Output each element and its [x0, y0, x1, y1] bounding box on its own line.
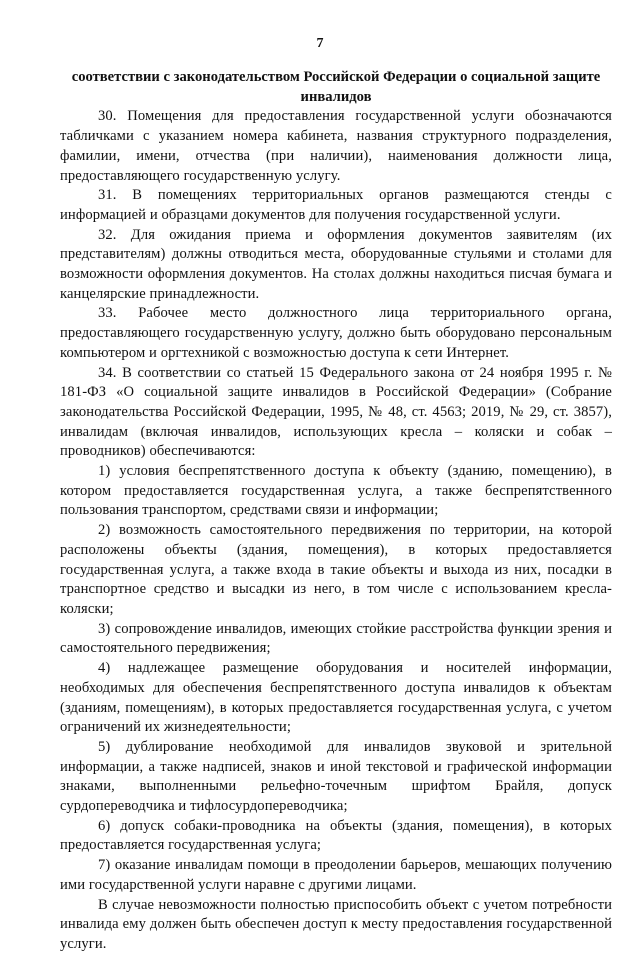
- list-item-1: 1) условия беспрепятственного доступа к объекту (зданию, помещению), в котором предоставляется государственная услуга, а также беспрепятственного пользования транспортом, средствами связи и информации;: [60, 463, 612, 519]
- list-item-6: 6) допуск собаки-проводника на объекты (здания, помещения), в которых предоставляется государственная услуга;: [60, 817, 612, 854]
- list-item-3: 3) сопровождение инвалидов, имеющих стойкие расстройства функции зрения и самостоятельного передвижения;: [60, 620, 612, 657]
- list-item-4: 4) надлежащее размещение оборудования и носителей информации, необходимых для обеспечения беспрепятственного доступа инвалидов к объектам (зданиям, помещениям), в которых предоставляется государственная услуга, с учетом ограничений их жизнедеятельности;: [60, 660, 612, 736]
- paragraph-34: 34. В соответствии со статьей 15 Федерального закона от 24 ноября 1995 г. № 181-ФЗ «О социальной защите инвалидов в Российской Федерации» (Собрание законодательства Российской Федерации, 1995, № 48, ст. 4563; 2019, № 29, ст. 3857), инвалидам (включая инвалидов, использующих кресла – коляски и собак – проводников) обеспечиваются:: [60, 364, 612, 460]
- closing-paragraph: В случае невозможности полностью приспособить объект с учетом потребности инвалида ему должен быть обеспечен доступ к месту предоставления государственной услуги.: [60, 896, 612, 952]
- document-body: [60, 68, 612, 955]
- paragraph-31: 31. В помещениях территориальных органов размещаются стенды с информацией и образцами документов для получения государственной услуги.: [60, 187, 612, 223]
- page-number: 7: [316, 36, 324, 51]
- list-item-7: 7) оказание инвалидам помощи в преодолении барьеров, мешающих получению ими государственной услуги наравне с другими лицами.: [60, 857, 612, 893]
- paragraph-32: 32. Для ожидания приема и оформления документов заявителям (их представителям) должны отводиться места, оборудованные стульями и столами для возможности оформления документов. На столах должны находиться писчая бумага и канцелярские принадлежности.: [60, 226, 612, 302]
- paragraph-33: 33. Рабочее место должностного лица территориального органа, предоставляющего государственную услугу, должно быть оборудовано персональным компьютером и оргтехникой с возможностью доступа к сети Интернет.: [60, 305, 612, 361]
- section-heading: соответствии с законодательством Российской Федерации о социальной защите инвалидов: [71, 69, 601, 105]
- list-item-2: 2) возможность самостоятельного передвижения по территории, на которой расположены объекты (здания, помещения), в которых предоставляется государственная услуга, а также входа в такие объекты и выхода из них, посадки в транспортное средство и высадки из него, в том числе с использованием кресла-коляски;: [60, 522, 612, 617]
- paragraph-30: 30. Помещения для предоставления государственной услуги обозначаются табличками с указанием номера кабинета, названия структурного подразделения, фамилии, имени, отчества (при наличии), наименования должности лица, предоставляющего государственную услугу.: [60, 108, 612, 184]
- list-item-5: 5) дублирование необходимой для инвалидов звуковой и зрительной информации, а также надписей, знаков и иной текстовой и графической информации знаками, выполненными рельефно-точечным шрифтом Брайля, допуск сурдопереводчика и тифлосурдопереводчика;: [60, 738, 612, 815]
